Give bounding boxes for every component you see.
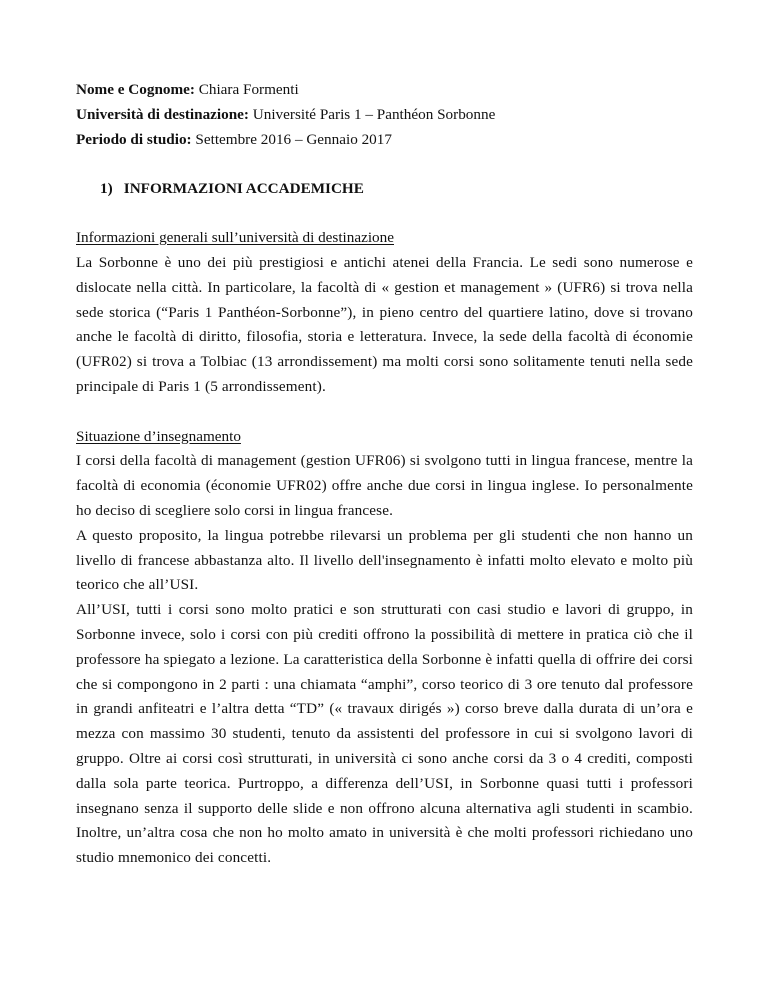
document-page (76, 78, 693, 871)
study-period-label: Periodo di studio: (76, 130, 192, 148)
subsection-heading-teaching: Situazione d’insegnamento (76, 427, 241, 445)
section-heading (100, 177, 693, 202)
destination-university-label: Università di destinazione: (76, 105, 249, 123)
student-name-label: Nome e Cognome: (76, 81, 195, 98)
subsection-heading-general-info: Informazioni generali sull’università di destinazione (76, 229, 394, 247)
destination-university-line (76, 103, 693, 128)
study-period-value: Settembre 2016 – Gennaio 2017 (195, 130, 392, 148)
paragraph-language-level: A questo proposito, la lingua potrebbe rilevarsi un problema per gli studenti che non hanno un livello di francese abbastanza alto. Il livello dell'insegnamento è infatti molto elevato e molto più teorico che all’USI. (76, 526, 693, 594)
student-name-value: Chiara Formenti (198, 81, 299, 98)
paragraph-course-structure: All’USI, tutti i corsi sono molto pratici e son strutturati con casi studio e lavori di gruppo, in Sorbonne invece, solo i corsi con più crediti offrono la possibilità di mettere in pratica ciò che il professore ha spiegato a lezione. La caratteristica della Sorbonne è infatti quella di offrire dei corsi che si compongono in 2 parti : una chiamata “amphi”, corso teorico di 3 ore tenuto dal professore in grandi anfiteatri e l’altra detta “TD” (« travaux dirigés ») corso breve dalla durata di un’ora e mezza con massimo 30 studenti, tenuto da assistenti del professore in cui si svolgono lavori di gruppo. Oltre ai corsi così strutturati, in università ci sono anche corsi da 3 o 4 crediti, composti dalla sola parte teorica. Purtroppo, a differenza dell’USI, in Sorbonne quasi tutti i professori insegnano senza il supporto delle slide e non offrono alcuna alternativa agli studenti in scambio. Inoltre, un’altra cosa che non ho molto amato in università è che molti professori richiedano uno studio mnemonico dei concetti. (76, 601, 693, 867)
study-period-line (76, 128, 693, 153)
paragraph-general-info: La Sorbonne è uno dei più prestigiosi e antichi atenei della Francia. Le sedi sono numerose e dislocate nella città. In particolare, la facoltà di « gestion et management » (UFR6) si trova nella sede storica (“Paris 1 Panthéon-Sorbonne”), in pieno centro del quartiere latino, dove si trovano anche le facoltà di diritto, filosofia, storia e letteratura. Invece, la sede della facoltà di économie (UFR02) si trova a Tolbiac (13 arrondissement) ma molti corsi sono solitamente tenuti nella sede principale di Paris 1 (5 arrondissement). (76, 253, 693, 395)
paragraph-spacer (76, 400, 693, 425)
destination-university-value: Université Paris 1 – Panthéon Sorbonne (252, 105, 496, 123)
paragraph-teaching-languages: I corsi della facoltà di management (gestion UFR06) si svolgono tutti in lingua francese, mentre la facoltà di economia (économie UFR02) offre anche due corsi in lingua inglese. Io personalmente ho deciso di scegliere solo corsi in lingua francese. (76, 452, 693, 519)
section-title: INFORMAZIONI ACCADEMICHE (123, 180, 364, 198)
section-number: 1) (100, 180, 113, 198)
student-name-line (76, 78, 693, 103)
